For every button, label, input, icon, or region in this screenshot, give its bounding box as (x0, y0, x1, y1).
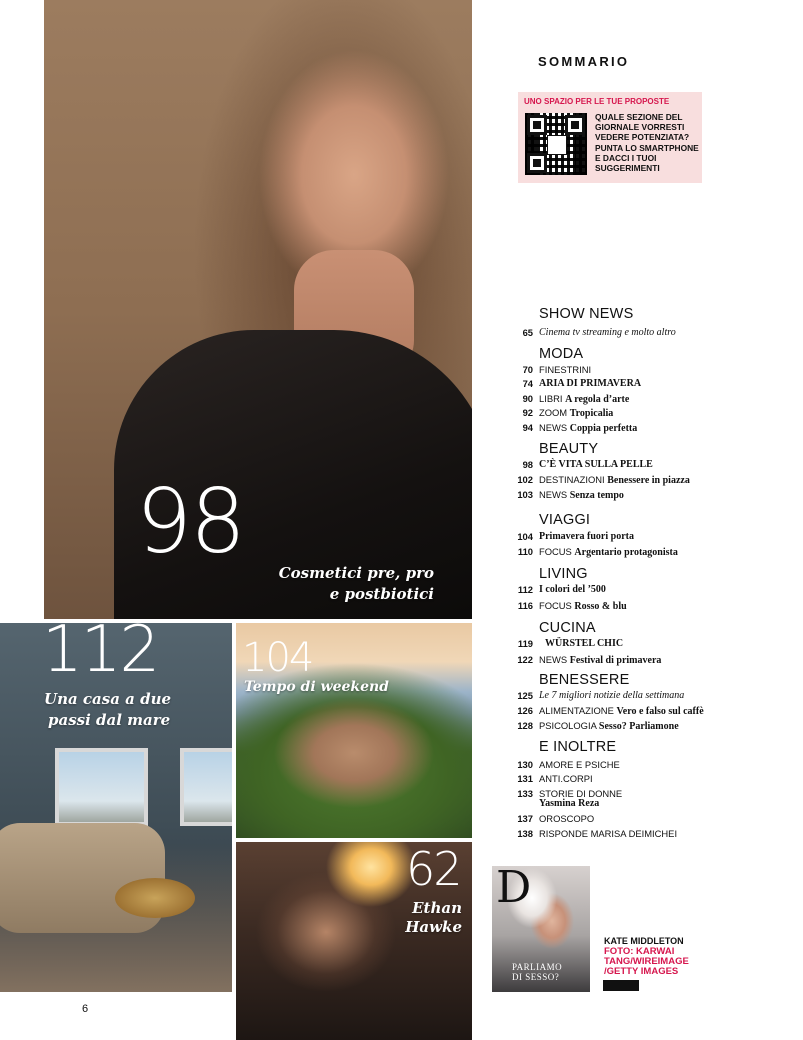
toc-entry-title: Senza tempo (569, 490, 624, 501)
toc-page-number: 131 (517, 773, 533, 784)
toc-entry-title: ARIA DI PRIMAVERA (539, 378, 642, 389)
feature-page-number: 62 (406, 842, 461, 896)
toc-page-number: 110 (517, 546, 533, 557)
photo-detail (115, 878, 195, 918)
feature-caption: passi dal mare (48, 711, 171, 729)
page-number: 6 (82, 1003, 89, 1015)
toc-entry-title: Sesso? Parliamone (598, 721, 679, 732)
toc-entry-title: I colori del ’500 (539, 584, 606, 595)
toc-entry-title: OROSCOPO (539, 813, 595, 824)
toc-page-number: 103 (517, 489, 533, 500)
toc-page-number: 90 (522, 393, 533, 404)
feedback-title: UNO SPAZIO PER LE TUE PROPOSTE (524, 97, 670, 106)
toc-page-number: 137 (517, 813, 533, 824)
toc-page-number: 112 (517, 584, 533, 595)
toc-page-number: 128 (517, 720, 533, 731)
toc-entry-title: Primavera fuori porta (539, 531, 634, 542)
feature-caption: Tempo di weekend (244, 679, 389, 695)
toc-entry-title: AMORE E PSICHE (539, 759, 620, 770)
cover-headline-line: DI SESSO? (512, 972, 560, 982)
toc-section-title: LIVING (539, 566, 588, 582)
living-feature-photo (0, 623, 232, 992)
feature-page-number: 112 (42, 623, 159, 687)
toc-entry-title: C’È VITA SULLA PELLE (539, 459, 653, 470)
cover-story-photo (44, 0, 472, 619)
toc-entry-title: Vero e falso sul caffè (616, 706, 704, 717)
toc-entry-title: Argentario protagonista (574, 547, 678, 558)
toc-entry-title: Benessere in piazza (607, 475, 690, 486)
toc-page-number: 92 (522, 407, 533, 418)
toc-entry-title: RISPONDE MARISA DEIMICHEI (539, 828, 678, 839)
feedback-box (518, 92, 702, 183)
toc-entry-kicker: NEWS (539, 654, 568, 665)
toc-section-title: VIAGGI (539, 512, 591, 528)
toc-page-number: 74 (522, 378, 533, 389)
toc-entry-title: Coppia perfetta (569, 423, 638, 434)
toc-page-number: 125 (517, 690, 533, 701)
toc-entry-title: Festival di primavera (569, 655, 662, 666)
toc-section-title: CUCINA (539, 620, 596, 636)
toc-entry-title: Rosso & blu (574, 601, 627, 612)
travel-feature-photo (236, 623, 472, 838)
toc-page-number: 94 (522, 422, 533, 433)
feature-page-number: 98 (136, 470, 244, 573)
cover-headline (512, 962, 562, 982)
feedback-text: QUALE SEZIONE DEL GIORNALE VORRESTI VEDERE POTENZIATA? PUNTA LO SMARTPHONE E DACCI I TUOI SUGGERIMENTI (595, 112, 699, 174)
toc-entry-kicker: ZOOM (539, 407, 568, 418)
celebrity-feature-photo (236, 842, 472, 1040)
toc-page-number: 70 (522, 364, 533, 375)
photo-detail (180, 748, 232, 826)
toc-section-title: SHOW NEWS (539, 306, 634, 322)
feature-caption: e postbiotici (329, 585, 434, 603)
toc-page-number: 122 (517, 654, 533, 665)
toc-entry-kicker: FOCUS (539, 600, 572, 611)
toc-entry-title: Le 7 migliori notizie della settimana (539, 690, 685, 701)
toc-page-number: 116 (517, 600, 533, 611)
toc-section-title: BEAUTY (539, 441, 599, 457)
toc-entry-kicker: FOCUS (539, 546, 572, 557)
toc-page-number: 126 (517, 705, 533, 716)
feature-caption: Una casa a due (44, 690, 172, 708)
toc-entry-kicker: NEWS (539, 489, 568, 500)
toc-entry-kicker: ALIMENTAZIONE (539, 705, 614, 716)
feature-caption: Hawke (405, 918, 462, 936)
toc-entry-title: STORIE DI DONNE (539, 788, 623, 799)
feature-page-number: 104 (242, 635, 313, 681)
toc-page-number: 104 (517, 531, 533, 542)
toc-entry-title: ANTI.CORPI (539, 773, 593, 784)
toc-entry-title: Tropicalia (569, 408, 614, 419)
credit-bar (603, 980, 639, 991)
toc-entry-kicker: LIBRI (539, 393, 563, 404)
toc-page-number: 102 (517, 474, 533, 485)
toc-page-number: 133 (517, 788, 533, 799)
magazine-cover-thumbnail[interactable] (492, 866, 590, 992)
cover-logo: D (496, 866, 532, 913)
toc-entry-subtitle: Yasmina Reza (539, 798, 600, 809)
page-title: SOMMARIO (538, 54, 630, 69)
cover-credit-name: KATE MIDDLETON (604, 936, 684, 946)
toc-page-number: 98 (522, 459, 533, 470)
toc-section-title: MODA (539, 346, 584, 362)
toc-entry-title: Cinema tv streaming e molto altro (539, 327, 676, 338)
toc-entry-title: FINESTRINI (539, 364, 592, 375)
feature-caption: Ethan (412, 899, 462, 917)
cover-photo-credit: FOTO: KARWAI TANG/WIREIMAGE /GETTY IMAGES (604, 946, 689, 977)
toc-entry-title: A regola d’arte (565, 394, 630, 405)
toc-section-title: BENESSERE (539, 672, 630, 688)
toc-entry-kicker: NEWS (539, 422, 568, 433)
toc-page-number: 138 (517, 828, 533, 839)
toc-entry-kicker: PSICOLOGIA (539, 720, 597, 731)
qr-code-icon[interactable] (525, 113, 587, 175)
toc-section-title: E INOLTRE (539, 739, 617, 755)
toc-page-number: 65 (522, 327, 533, 338)
photo-detail (55, 748, 148, 826)
toc-page-number: 130 (517, 759, 533, 770)
toc-entry-kicker: DESTINAZIONI (539, 474, 605, 485)
cover-headline-line: PARLIAMO (512, 962, 563, 972)
toc-entry-title: WÜRSTEL CHIC (545, 638, 624, 649)
toc-page-number: 119 (517, 638, 533, 649)
feature-caption: Cosmetici pre, pro (278, 564, 434, 582)
